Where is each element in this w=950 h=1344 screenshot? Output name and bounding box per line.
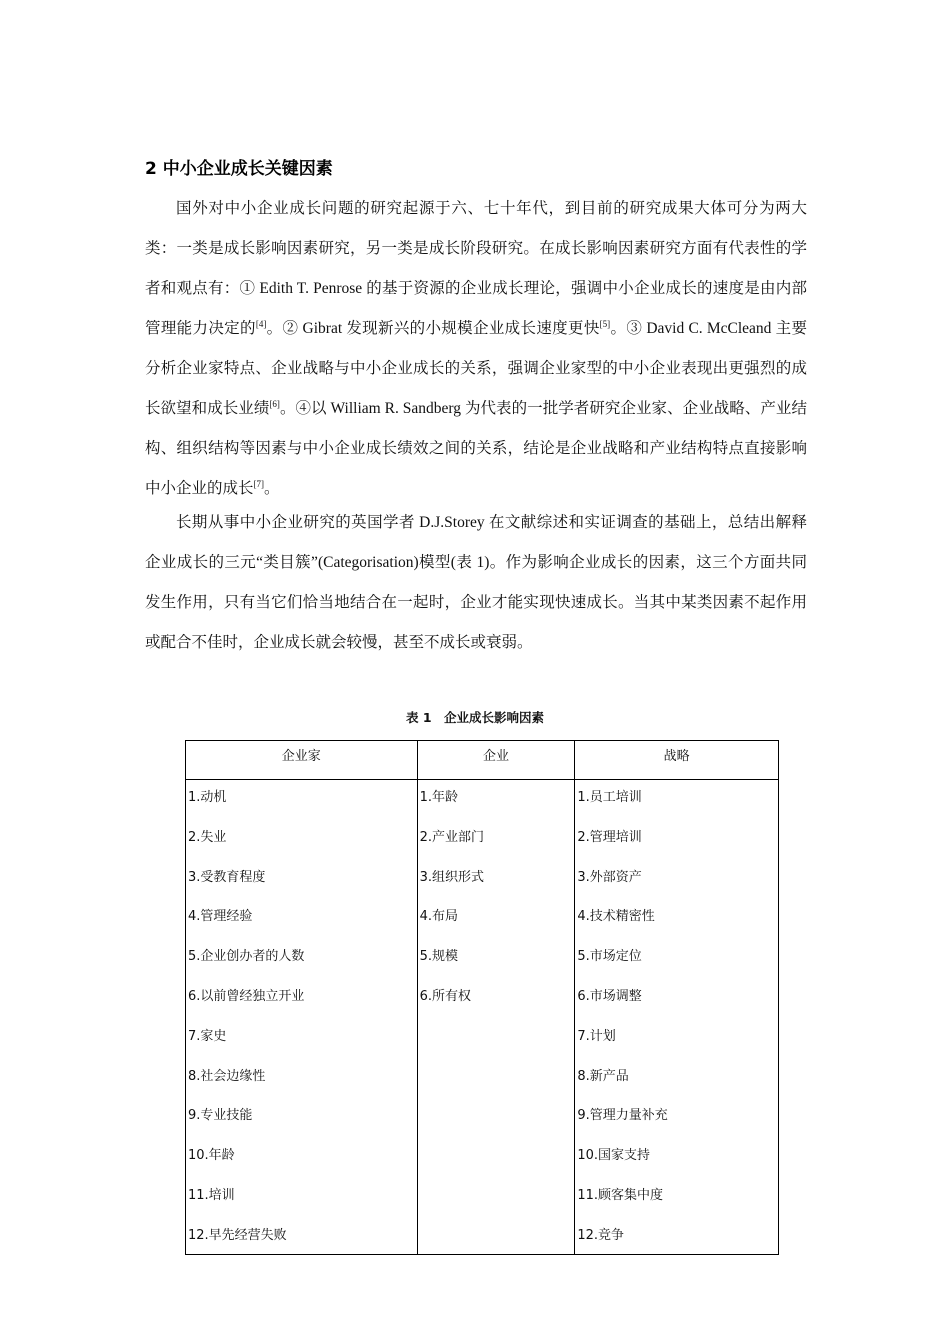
paragraph-growth-factors-review	[145, 189, 807, 509]
table-cell: 3.外部资产	[575, 862, 779, 902]
paragraph-1-part-5: 。	[264, 480, 280, 497]
table-cell: 3.组织形式	[417, 862, 575, 902]
table-cell: 10.国家支持	[575, 1140, 779, 1180]
table-cell: 6.市场调整	[575, 981, 779, 1021]
table-cell: 6.所有权	[417, 981, 575, 1021]
column-header-strategy: 战略	[575, 741, 779, 780]
table-row	[186, 981, 779, 1021]
table-cell: 2.管理培训	[575, 822, 779, 862]
citation-ref-6: [6]	[269, 399, 280, 409]
table-cell	[417, 1220, 575, 1255]
table-cell: 11.顾客集中度	[575, 1180, 779, 1220]
table-row	[186, 780, 779, 822]
table-cell: 3.受教育程度	[186, 862, 418, 902]
paragraph-storey-model: 长期从事中小企业研究的英国学者 D.J.Storey 在文献综述和实证调查的基础上，总结出解释企业成长的三元“类目簇”(Categorisation)模型(表 1)。作为影响企业成长的因素，这三个方面共同发生作用，只有当它们恰当地结合在一起时，企业才能实现快速成长。当其中某类因素不起作用或配合不佳时，企业成长就会较慢，甚至不成长或衰弱。	[145, 514, 807, 651]
citation-ref-7: [7]	[253, 479, 265, 489]
table-row	[186, 901, 779, 941]
table-row	[186, 941, 779, 981]
table-cell: 12.竞争	[575, 1220, 779, 1255]
table-cell: 11.培训	[186, 1180, 418, 1220]
table-cell	[417, 1061, 575, 1101]
table-cell: 4.布局	[417, 901, 575, 941]
table-cell: 4.技术精密性	[575, 901, 779, 941]
table-cell: 2.产业部门	[417, 822, 575, 862]
table-row	[186, 1140, 779, 1180]
table-cell: 10.年龄	[186, 1140, 418, 1180]
paragraph-1-part-2: 。② Gibrat 发现新兴的小规模企业成长速度更快	[266, 320, 600, 337]
table-cell: 1.动机	[186, 780, 418, 822]
paragraph-1-part-4: 。④以 William R. Sandberg 为代表的一批学者研究企业家、企业战略、产业结构、组织结构等因素与中小企业成长绩效之间的关系，结论是企业战略和产业结构特点直接影响中小企业的成长	[145, 400, 807, 497]
table-cell: 5.市场定位	[575, 941, 779, 981]
paragraph-1-part-1: 国外对中小企业成长问题的研究起源于六、七十年代，到目前的研究成果大体可分为两大类：一类是成长影响因素研究，另一类是成长阶段研究。在成长影响因素研究方面有代表性的学者和观点有：① Edith T. Penrose 的基于资源的企业成长理论，强调中小企业成长的速度是由内部管理能力决定的	[145, 200, 807, 337]
table-cell: 5.规模	[417, 941, 575, 981]
citation-ref-4: [4]	[255, 319, 267, 329]
table-cell: 9.专业技能	[186, 1100, 418, 1140]
growth-factors-table	[185, 740, 779, 1255]
table-cell: 8.社会边缘性	[186, 1061, 418, 1101]
table-cell	[417, 1180, 575, 1220]
section-heading: 2 中小企业成长关键因素	[145, 159, 333, 179]
citation-ref-5: [5]	[599, 319, 611, 329]
table-header-row	[186, 741, 779, 780]
table-caption: 表 1 企业成长影响因素	[405, 710, 545, 725]
table-cell: 1.年龄	[417, 780, 575, 822]
paragraph-1-part-3: 。③ David C. McCleand 主要分析企业家特点、企业战略与中小企业成长的关系，强调企业家型的中小企业表现出更强烈的成长欲望和成长业绩	[145, 320, 807, 417]
table-row	[186, 1180, 779, 1220]
column-header-firm: 企业	[417, 741, 575, 780]
table-cell: 5.企业创办者的人数	[186, 941, 418, 981]
table-cell: 1.员工培训	[575, 780, 779, 822]
table-cell: 9.管理力量补充	[575, 1100, 779, 1140]
table-cell: 12.早先经营失败	[186, 1220, 418, 1255]
table-cell	[417, 1100, 575, 1140]
table-row	[186, 1061, 779, 1101]
table-cell	[417, 1021, 575, 1061]
table-row	[186, 1100, 779, 1140]
table-row	[186, 822, 779, 862]
table-cell: 4.管理经验	[186, 901, 418, 941]
column-header-entrepreneur: 企业家	[186, 741, 418, 780]
table-cell: 7.家史	[186, 1021, 418, 1061]
table-cell: 6.以前曾经独立开业	[186, 981, 418, 1021]
table-row	[186, 1220, 779, 1255]
table-row	[186, 1021, 779, 1061]
table-row	[186, 862, 779, 902]
table-cell: 8.新产品	[575, 1061, 779, 1101]
table-cell: 2.失业	[186, 822, 418, 862]
table-cell	[417, 1140, 575, 1180]
table-cell: 7.计划	[575, 1021, 779, 1061]
